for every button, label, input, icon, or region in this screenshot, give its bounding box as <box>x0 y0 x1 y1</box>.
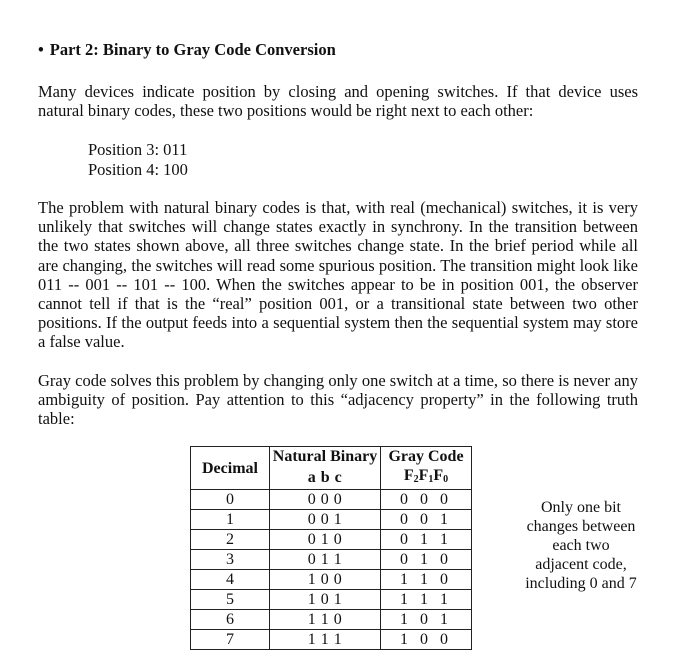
natural-binary-cell: 0 0 1 <box>270 510 381 530</box>
decimal-cell: 6 <box>191 610 270 630</box>
gray-code-cell: 0 0 0 <box>381 490 472 510</box>
decimal-cell: 7 <box>191 630 270 650</box>
gray-code-cell: 0 0 1 <box>381 510 472 530</box>
header-natural-bits: a b c <box>270 466 381 490</box>
decimal-cell: 5 <box>191 590 270 610</box>
gray-code-cell: 1 1 0 <box>381 570 472 590</box>
header-decimal: Decimal <box>191 447 270 490</box>
natural-binary-cell: 0 0 0 <box>270 490 381 510</box>
position-3-text: Position 3: 011 <box>88 140 188 159</box>
header-natural-binary: Natural Binary <box>270 447 381 467</box>
gray-code-cell: 0 1 0 <box>381 550 472 570</box>
natural-binary-cell: 1 1 0 <box>270 610 381 630</box>
decimal-cell: 3 <box>191 550 270 570</box>
header-gray-bits: $F_2F_1F_0$ <box>381 466 472 490</box>
decimal-cell: 2 <box>191 530 270 550</box>
gray-code-cell: 1 1 1 <box>381 590 472 610</box>
table-row <box>191 630 472 650</box>
decimal-cell: 0 <box>191 490 270 510</box>
table-header-row <box>191 447 472 467</box>
note-line: including 0 and 7 <box>525 575 637 592</box>
note-line: Only one bit <box>541 499 621 516</box>
position-4-text: Position 4: 100 <box>88 160 188 179</box>
natural-binary-cell: 0 1 1 <box>270 550 381 570</box>
table-row <box>191 610 472 630</box>
decimal-cell: 4 <box>191 570 270 590</box>
table-row <box>191 590 472 610</box>
note-line: each two <box>552 537 610 554</box>
bullet-icon: • <box>38 40 44 59</box>
problem-paragraph: The problem with natural binary codes is that, with real (mechanical) switches, it is very unlikely that switches will change states exactly in synchrony. In the transition between the two states shown above, all three switches change state. In the brief period while all are changing, the switches will read some spurious position. The transition might look like 011 -- 001 -- 101 -- 100. When the switches appear to be in position 001, the observer cannot tell if that is the “real” position 001, or a transitional state between two other positions. If the output feeds into a sequential system then the sequential system may store a false value. <box>38 198 638 352</box>
section-title: Part 2: Binary to Gray Code Conversion <box>49 40 336 59</box>
header-gray-code: Gray Code <box>381 447 472 467</box>
note-line: changes between <box>526 518 636 535</box>
intro-paragraph: Many devices indicate position by closing and opening switches. If that device uses natural binary codes, these two positions would be right next to each other: <box>38 82 638 121</box>
natural-binary-cell: 1 0 1 <box>270 590 381 610</box>
truth-table <box>190 446 472 650</box>
note-line: adjacent code, <box>535 556 627 573</box>
table-row <box>191 490 472 510</box>
gray-code-cell: 0 1 1 <box>381 530 472 550</box>
adjacency-note <box>514 498 648 593</box>
natural-binary-cell: 1 1 1 <box>270 630 381 650</box>
table-row <box>191 570 472 590</box>
section-heading <box>38 40 336 60</box>
table-row <box>191 550 472 570</box>
gray-code-cell: 1 0 1 <box>381 610 472 630</box>
gray-code-cell: 1 0 0 <box>381 630 472 650</box>
table-row <box>191 510 472 530</box>
natural-binary-cell: 1 0 0 <box>270 570 381 590</box>
gray-code-paragraph: Gray code solves this problem by changing only one switch at a time, so there is never any ambiguity of position. Pay attention to this “adjacency property” in the following truth table: <box>38 371 638 429</box>
natural-binary-cell: 0 1 0 <box>270 530 381 550</box>
table-row <box>191 530 472 550</box>
decimal-cell: 1 <box>191 510 270 530</box>
